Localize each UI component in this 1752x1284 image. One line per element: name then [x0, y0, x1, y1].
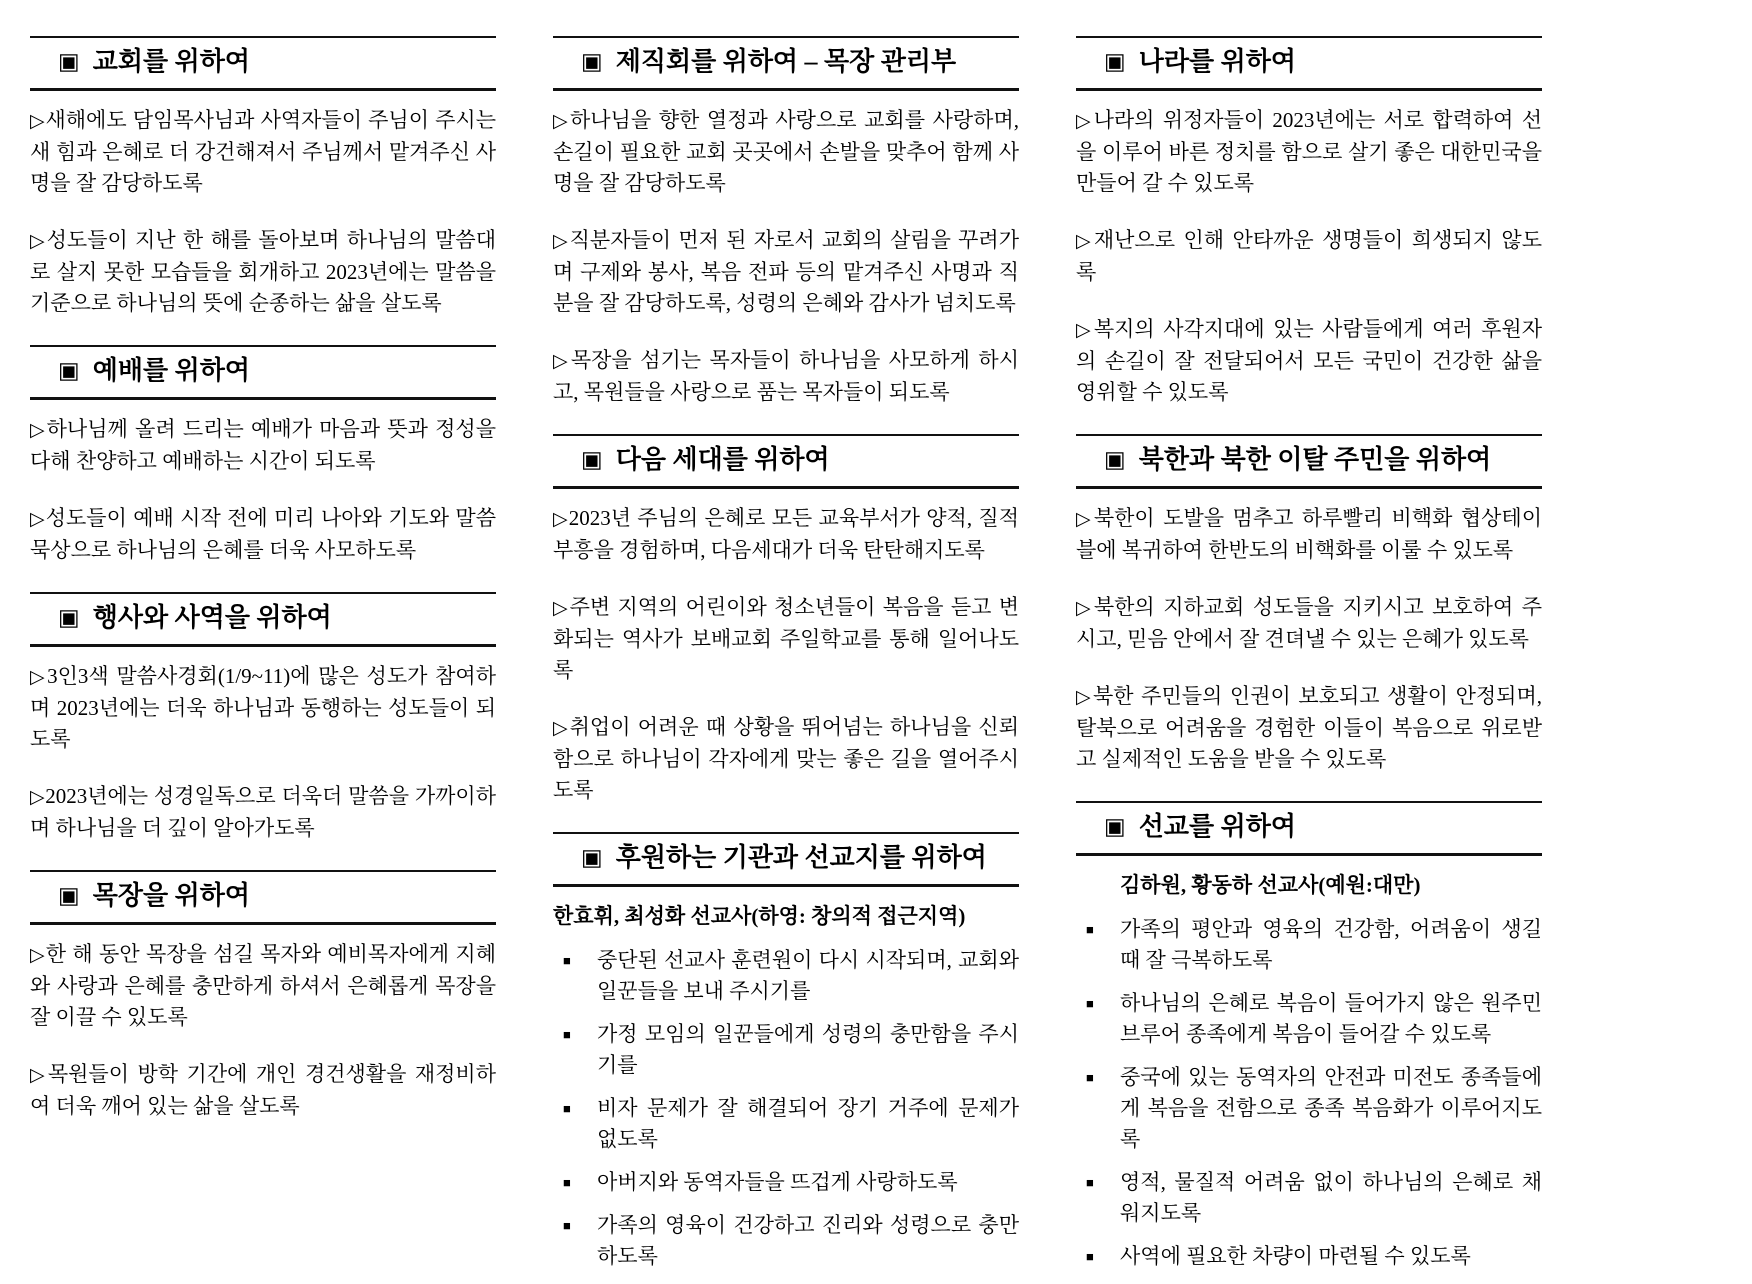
prayer-section [1076, 801, 1542, 1272]
prayer-item [1076, 592, 1542, 655]
mission-prayer-item-text: 중국에 있는 동역자의 안전과 미전도 종족들에게 복음을 전함으로 종족 복음화가 이루어지도록 [1120, 1065, 1542, 1151]
mission-prayer-item-text: 영적, 물질적 어려움 없이 하나님의 은혜로 채워지도록 [1120, 1170, 1542, 1225]
prayer-section [1076, 434, 1542, 775]
prayer-item-text: 2023년에는 성경일독으로 더욱더 말씀을 가까이하며 하나님을 더 깊이 알아가도록 [30, 784, 496, 840]
prayer-item [30, 414, 496, 477]
mission-prayer-item [553, 1167, 1019, 1198]
square-bullet-icon: ■ [563, 953, 571, 968]
mission-prayer-item [1076, 1241, 1542, 1272]
prayer-item-text: 성도들이 지난 한 해를 돌아보며 하나님의 말씀대로 살지 못한 모습들을 회개하고 2023년에는 말씀을 기준으로 하나님의 뜻에 순종하는 삶을 살도록 [30, 228, 496, 315]
section-marker-icon: ▣ [581, 845, 603, 870]
section-title: 제직회를 위하여 – 목장 관리부 [615, 47, 957, 76]
prayer-section [30, 345, 496, 566]
section-title: 후원하는 기관과 선교지를 위하여 [615, 843, 987, 872]
section-title: 목장을 위하여 [92, 881, 250, 910]
triangle-bullet-icon: ▷ [1076, 320, 1094, 341]
square-bullet-icon: ■ [1086, 1249, 1094, 1264]
missionary-subheading: 한효휘, 최성화 선교사(하영: 창의적 접근지역) [553, 904, 966, 928]
prayer-item-text: 직분자들이 먼저 된 자로서 교회의 살림을 꾸려가며 구제와 봉사, 복음 전파 등의 맡겨주신 사명과 직분을 잘 감당하도록, 성령의 은혜와 감사가 넘치도록 [553, 228, 1019, 315]
section-marker-icon: ▣ [581, 447, 603, 472]
prayer-item [553, 225, 1019, 319]
prayer-item-text: 북한이 도발을 멈추고 하루빨리 비핵화 협상테이블에 복귀하여 한반도의 비핵화를 이룰 수 있도록 [1076, 506, 1542, 562]
mission-prayer-item [1076, 988, 1542, 1050]
prayer-item [1076, 503, 1542, 566]
section-title: 선교를 위하여 [1138, 812, 1296, 841]
section-marker-icon: ▣ [58, 883, 80, 908]
mission-prayer-item [553, 1019, 1019, 1081]
prayer-column-2 [553, 36, 1019, 1284]
mission-prayer-item [553, 1093, 1019, 1155]
prayer-item [30, 661, 496, 755]
prayer-item [553, 592, 1019, 686]
triangle-bullet-icon: ▷ [30, 111, 46, 132]
missionary-subheading: 김하원, 황동하 선교사(예원:대만) [1120, 873, 1421, 897]
mission-prayer-item-text: 가족의 영육이 건강하고 진리와 성령으로 충만하도록 [597, 1213, 1019, 1268]
prayer-item [30, 781, 496, 844]
mission-prayer-item-text: 아버지와 동역자들을 뜨겁게 사랑하도록 [597, 1170, 958, 1194]
square-bullet-icon: ■ [1086, 996, 1094, 1011]
prayer-item-text: 주변 지역의 어린이와 청소년들이 복음을 듣고 변화되는 역사가 보배교회 주일학교를 통해 일어나도록 [553, 595, 1019, 682]
prayer-item [30, 939, 496, 1033]
prayer-item-text: 복지의 사각지대에 있는 사람들에게 여러 후원자의 손길이 잘 전달되어서 모든 국민이 건강한 삶을 영위할 수 있도록 [1076, 317, 1542, 404]
prayer-item-text: 3인3색 말씀사경회(1/9~11)에 많은 성도가 참여하며 2023년에는 더욱 하나님과 동행하는 성도들이 되도록 [30, 664, 496, 751]
section-marker-icon: ▣ [58, 49, 80, 74]
section-header [30, 36, 496, 91]
prayer-item [1076, 681, 1542, 775]
section-marker-icon: ▣ [1104, 447, 1126, 472]
square-bullet-icon: ■ [563, 1175, 571, 1190]
mission-prayer-item [1076, 1167, 1542, 1229]
prayer-item-text: 취업이 어려운 때 상황을 뛰어넘는 하나님을 신뢰함으로 하나님이 각자에게 맞는 좋은 길을 열어주시도록 [553, 715, 1019, 802]
section-title: 예배를 위하여 [92, 356, 250, 385]
square-bullet-icon: ■ [1086, 922, 1094, 937]
prayer-item [553, 105, 1019, 199]
section-title: 나라를 위하여 [1138, 47, 1296, 76]
prayer-column-1 [30, 36, 496, 1148]
section-title: 다음 세대를 위하여 [615, 445, 830, 474]
prayer-section [30, 870, 496, 1122]
prayer-item [30, 503, 496, 566]
mission-prayer-item-text: 가정 모임의 일꾼들에게 성령의 충만함을 주시기를 [597, 1022, 1019, 1077]
prayer-item [30, 105, 496, 199]
section-header [1076, 801, 1542, 856]
triangle-bullet-icon: ▷ [1076, 687, 1093, 708]
prayer-item [553, 503, 1019, 566]
mission-prayer-item-text: 가족의 평안과 영육의 건강함, 어려움이 생길 때 잘 극복하도록 [1120, 917, 1542, 972]
section-header [30, 870, 496, 925]
prayer-item-text: 북한의 지하교회 성도들을 지키시고 보호하여 주시고, 믿음 안에서 잘 견뎌낼 수 있는 은혜가 있도록 [1076, 595, 1542, 651]
section-header [553, 832, 1019, 887]
prayer-section [1076, 36, 1542, 408]
prayer-section [553, 434, 1019, 806]
triangle-bullet-icon: ▷ [553, 718, 570, 739]
prayer-item-text: 나라의 위정자들이 2023년에는 서로 합력하여 선을 이루어 바른 정치를 함으로 살기 좋은 대한민국을 만들어 갈 수 있도록 [1076, 108, 1542, 195]
triangle-bullet-icon: ▷ [30, 1065, 48, 1086]
mission-prayer-item-text: 중단된 선교사 훈련원이 다시 시작되며, 교회와 일꾼들을 보내 주시기를 [597, 948, 1019, 1003]
prayer-section [30, 36, 496, 319]
triangle-bullet-icon: ▷ [553, 509, 569, 530]
square-bullet-icon: ■ [563, 1218, 571, 1233]
mission-prayer-item [1076, 1062, 1542, 1155]
section-title: 교회를 위하여 [92, 47, 250, 76]
triangle-bullet-icon: ▷ [30, 420, 47, 441]
mission-prayer-item-text: 하나님의 은혜로 복음이 들어가지 않은 원주민 브루어 종족에게 복음이 들어갈 수 있도록 [1120, 991, 1542, 1046]
triangle-bullet-icon: ▷ [553, 351, 571, 372]
triangle-bullet-icon: ▷ [1076, 509, 1094, 530]
mission-prayer-item-text: 비자 문제가 잘 해결되어 장기 거주에 문제가 없도록 [597, 1096, 1019, 1151]
section-header [30, 345, 496, 400]
prayer-item-text: 북한 주민들의 인권이 보호되고 생활이 안정되며, 탈북으로 어려움을 경험한 이들이 복음으로 위로받고 실제적인 도움을 받을 수 있도록 [1076, 684, 1542, 771]
section-marker-icon: ▣ [58, 605, 80, 630]
mission-prayer-item [553, 1210, 1019, 1272]
section-marker-icon: ▣ [1104, 49, 1126, 74]
section-title: 북한과 북한 이탈 주민을 위하여 [1138, 445, 1492, 474]
prayer-section [553, 36, 1019, 408]
prayer-item [30, 225, 496, 319]
prayer-item [1076, 314, 1542, 408]
triangle-bullet-icon: ▷ [30, 667, 48, 688]
prayer-column-3 [1076, 36, 1542, 1284]
section-title: 행사와 사역을 위하여 [92, 603, 332, 632]
prayer-section [553, 832, 1019, 1272]
triangle-bullet-icon: ▷ [30, 945, 46, 966]
section-marker-icon: ▣ [1104, 814, 1126, 839]
prayer-item-text: 하나님을 향한 열정과 사랑으로 교회를 사랑하며, 손길이 필요한 교회 곳곳에서 손발을 맞추어 함께 사명을 잘 감당하도록 [553, 108, 1019, 195]
prayer-item-text: 목장을 섬기는 목자들이 하나님을 사모하게 하시고, 목원들을 사랑으로 품는 목자들이 되도록 [553, 348, 1019, 404]
prayer-item-text: 하나님께 올려 드리는 예배가 마음과 뜻과 정성을 다해 찬양하고 예배하는 시간이 되도록 [30, 417, 496, 473]
section-header [553, 36, 1019, 91]
triangle-bullet-icon: ▷ [1076, 111, 1094, 132]
triangle-bullet-icon: ▷ [553, 111, 570, 132]
prayer-item [553, 712, 1019, 806]
prayer-item-text: 재난으로 인해 안타까운 생명들이 희생되지 않도록 [1076, 228, 1542, 284]
prayer-item-text: 새해에도 담임목사님과 사역자들이 주님이 주시는 새 힘과 은혜로 더 강건해져서 주님께서 맡겨주신 사명을 잘 감당하도록 [30, 108, 496, 195]
section-marker-icon: ▣ [581, 49, 603, 74]
section-header [553, 434, 1019, 489]
section-header [1076, 36, 1542, 91]
square-bullet-icon: ■ [563, 1101, 571, 1116]
square-bullet-icon: ■ [1086, 1070, 1094, 1085]
triangle-bullet-icon: ▷ [1076, 598, 1094, 619]
prayer-item-text: 성도들이 예배 시작 전에 미리 나아와 기도와 말씀 묵상으로 하나님의 은혜를 더욱 사모하도록 [30, 506, 496, 562]
mission-prayer-item [553, 945, 1019, 1007]
triangle-bullet-icon: ▷ [553, 231, 570, 252]
prayer-item [553, 345, 1019, 408]
triangle-bullet-icon: ▷ [30, 231, 47, 252]
prayer-item [30, 1059, 496, 1122]
triangle-bullet-icon: ▷ [30, 509, 46, 530]
square-bullet-icon: ■ [563, 1027, 571, 1042]
prayer-item-text: 목원들이 방학 기간에 개인 경건생활을 재정비하여 더욱 깨어 있는 삶을 살도록 [30, 1062, 496, 1118]
prayer-item [1076, 105, 1542, 199]
prayer-item [1076, 225, 1542, 288]
triangle-bullet-icon: ▷ [30, 787, 46, 808]
triangle-bullet-icon: ▷ [553, 598, 570, 619]
mission-prayer-item [1076, 914, 1542, 976]
section-marker-icon: ▣ [58, 358, 80, 383]
section-header [1076, 434, 1542, 489]
prayer-section [30, 592, 496, 844]
square-bullet-icon: ■ [1086, 1175, 1094, 1190]
triangle-bullet-icon: ▷ [1076, 231, 1094, 252]
mission-prayer-item-text: 사역에 필요한 차량이 마련될 수 있도록 [1120, 1244, 1471, 1268]
prayer-item-text: 2023년 주님의 은혜로 모든 교육부서가 양적, 질적 부흥을 경험하며, 다음세대가 더욱 탄탄해지도록 [553, 506, 1019, 562]
section-header [30, 592, 496, 647]
prayer-item-text: 한 해 동안 목장을 섬길 목자와 예비목자에게 지혜와 사랑과 은혜를 충만하게 하셔서 은혜롭게 목장을 잘 이끌 수 있도록 [30, 942, 496, 1029]
